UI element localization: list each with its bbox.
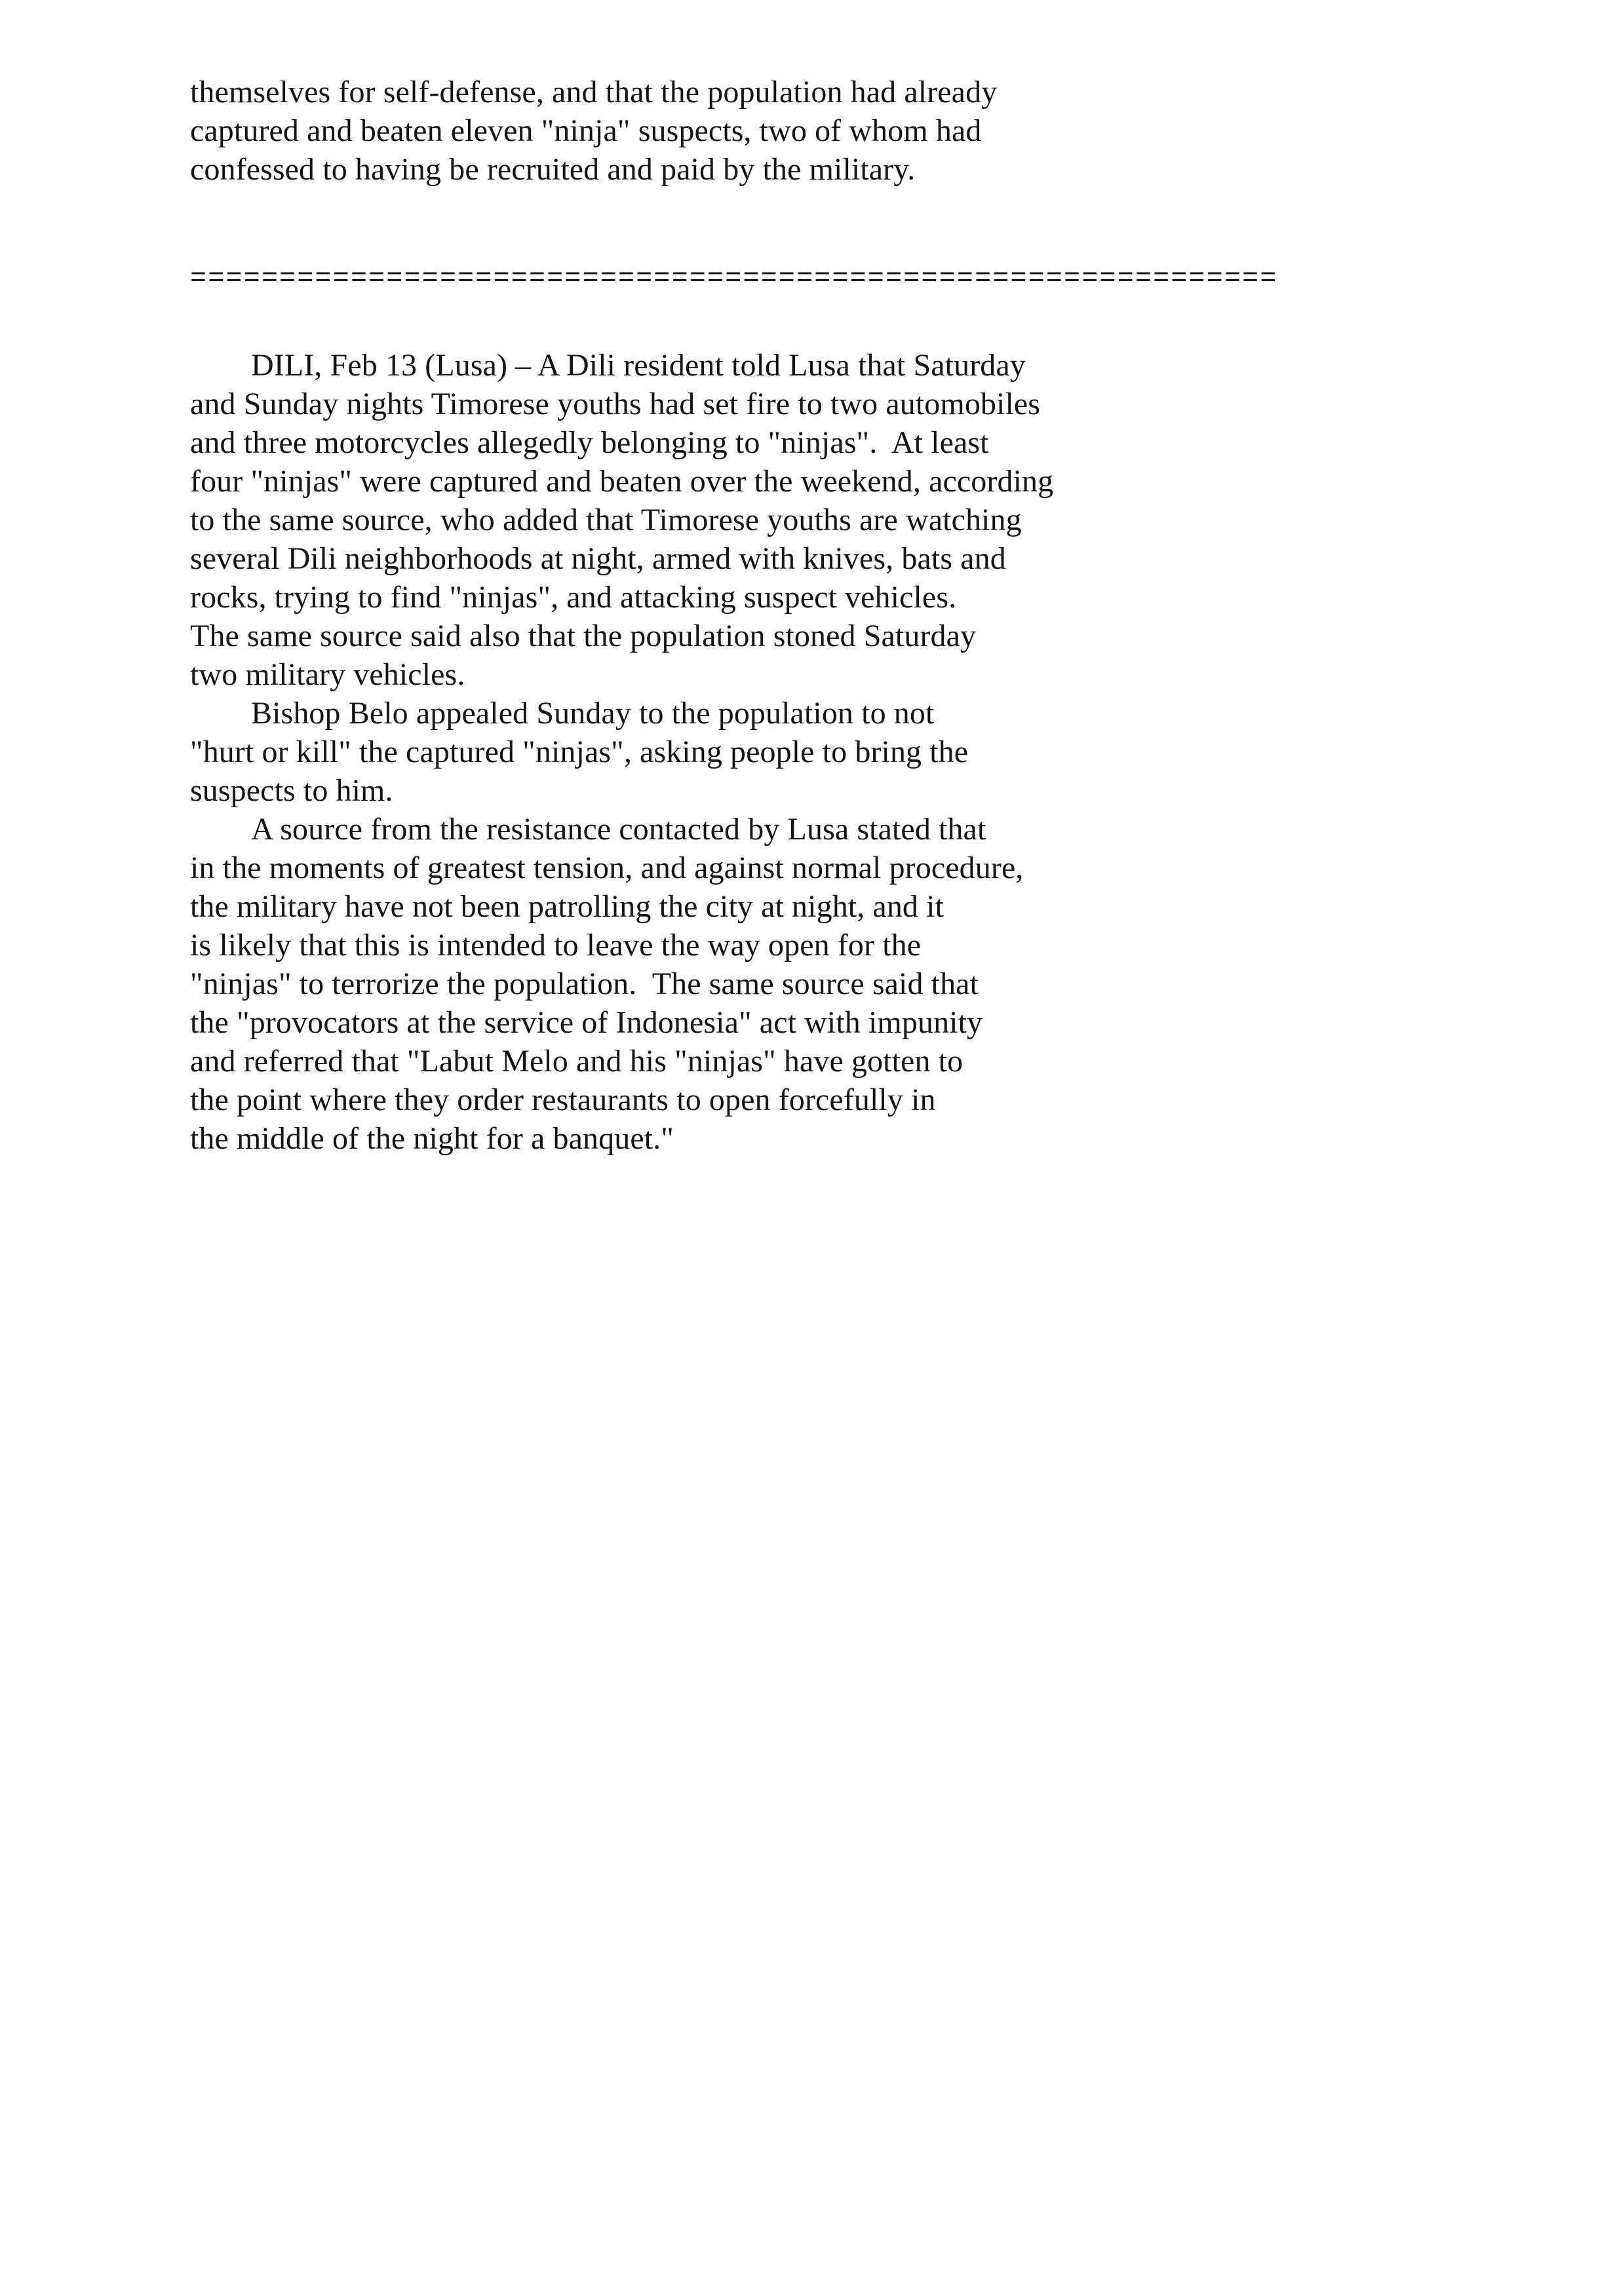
text-line: the military have not been patrolling the city at night, and it: [190, 889, 944, 924]
text-line: confessed to having be recruited and paid by the military.: [190, 152, 916, 187]
separator-rule: =============================================================: [190, 263, 1278, 294]
text-line: the "provocators at the service of Indonesia" act with impunity: [190, 1005, 983, 1040]
text-line: rocks, trying to find "ninjas", and attacking suspect vehicles.: [190, 580, 957, 615]
text-line: The same source said also that the population stoned Saturday: [190, 619, 977, 653]
text-line: "ninjas" to terrorize the population. The same source said that: [190, 966, 979, 1001]
text-line: suspects to him.: [190, 773, 393, 808]
text-line: two military vehicles.: [190, 657, 465, 692]
article-body: [190, 346, 1053, 1158]
text-line: is likely that this is intended to leave the way open for the: [190, 928, 922, 963]
text-line: the middle of the night for a banquet.": [190, 1121, 674, 1156]
text-line: several Dili neighborhoods at night, armed with knives, bats and: [190, 541, 1006, 576]
intro-paragraph: [190, 73, 997, 189]
text-line: Bishop Belo appealed Sunday to the population to not: [251, 696, 935, 731]
text-line: and three motorcycles allegedly belonging to "ninjas". At least: [190, 425, 989, 460]
text-line: in the moments of greatest tension, and against normal procedure,: [190, 851, 1024, 885]
text-line: to the same source, who added that Timorese youths are watching: [190, 503, 1022, 537]
text-line: four "ninjas" were captured and beaten over the weekend, according: [190, 464, 1054, 499]
text-line: captured and beaten eleven "ninja" suspects, two of whom had: [190, 113, 982, 148]
dateline-line: DILI, Feb 13 (Lusa) – A Dili resident told Lusa that Saturday: [251, 348, 1026, 383]
text-line: A source from the resistance contacted by Lusa stated that: [251, 812, 986, 847]
text-line: "hurt or kill" the captured "ninjas", asking people to bring the: [190, 735, 969, 769]
text-line: and referred that "Labut Melo and his "ninjas" have gotten to: [190, 1044, 963, 1079]
text-line: and Sunday nights Timorese youths had set fire to two automobiles: [190, 387, 1041, 421]
text-line: themselves for self-defense, and that the population had already: [190, 75, 998, 109]
text-line: the point where they order restaurants to open forcefully in: [190, 1082, 936, 1117]
